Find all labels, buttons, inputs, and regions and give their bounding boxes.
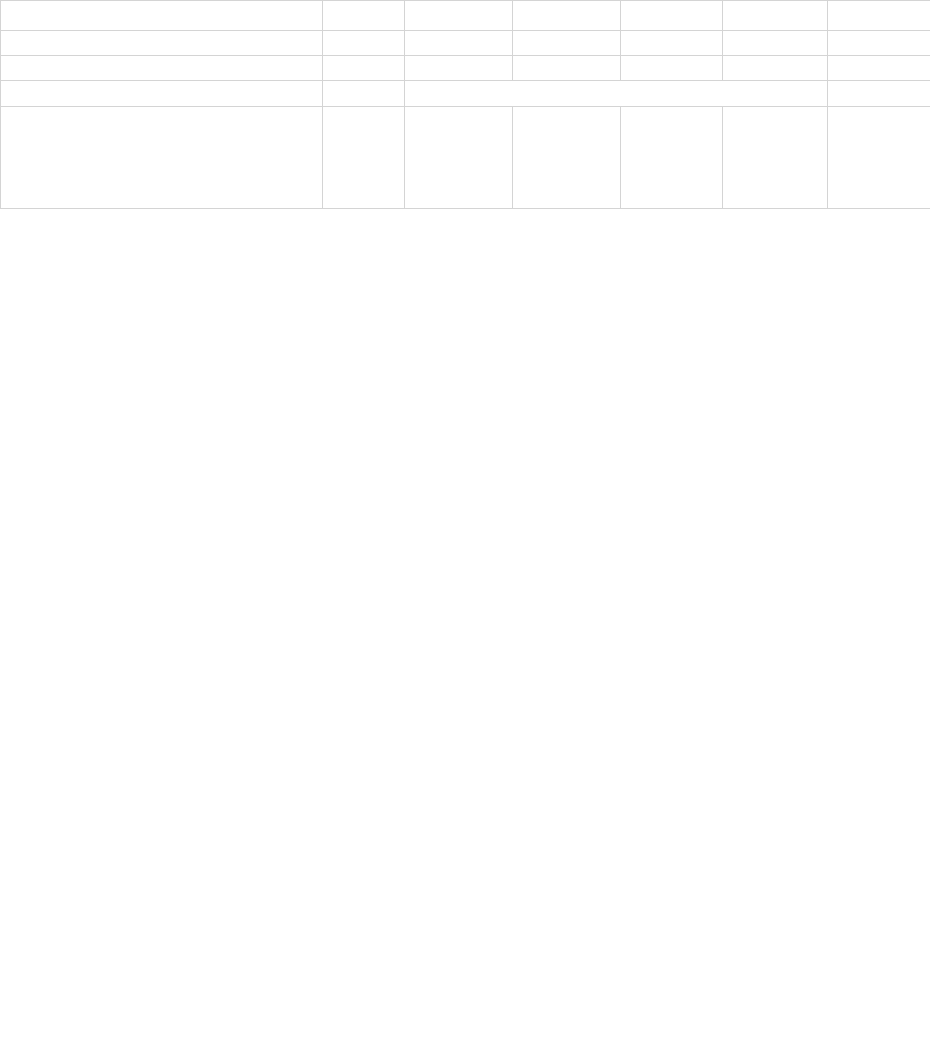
blank-cell [513, 31, 621, 56]
title-row-blank-5 [723, 1, 828, 31]
header-college-university [1, 107, 323, 209]
blank-cell [621, 56, 723, 81]
group-header-blank-right [828, 81, 930, 107]
group-header-row [1, 81, 930, 107]
blank-cell [828, 56, 930, 81]
header-quintile-3 [621, 107, 723, 209]
blank-cell [1, 56, 323, 81]
title-row-blank-4 [621, 1, 723, 31]
spreadsheet-table [0, 0, 930, 209]
title-row-blank-2 [405, 1, 513, 31]
header-quintile-4 [723, 107, 828, 209]
blank-cell [621, 31, 723, 56]
blank-cell [323, 56, 405, 81]
blank-cell [405, 31, 513, 56]
blank-row-2 [1, 56, 930, 81]
group-header-blank-avg [323, 81, 405, 107]
blank-cell [723, 56, 828, 81]
blank-cell [405, 56, 513, 81]
sheet-body [1, 1, 930, 209]
header-quintile-5 [828, 107, 930, 209]
title-row-blank-1 [323, 1, 405, 31]
group-header-label [405, 81, 828, 107]
title-row-blank-3 [513, 1, 621, 31]
blank-row-1 [1, 31, 930, 56]
header-avg-net-price [323, 107, 405, 209]
header-quintile-1 [405, 107, 513, 209]
blank-cell [323, 31, 405, 56]
group-header-blank-left [1, 81, 323, 107]
header-quintile-2 [513, 107, 621, 209]
blank-cell [1, 31, 323, 56]
document-title [1, 1, 323, 31]
blank-cell [828, 31, 930, 56]
blank-cell [723, 31, 828, 56]
title-row [1, 1, 930, 31]
column-header-row [1, 107, 930, 209]
blank-cell [513, 56, 621, 81]
table-label [828, 1, 930, 31]
